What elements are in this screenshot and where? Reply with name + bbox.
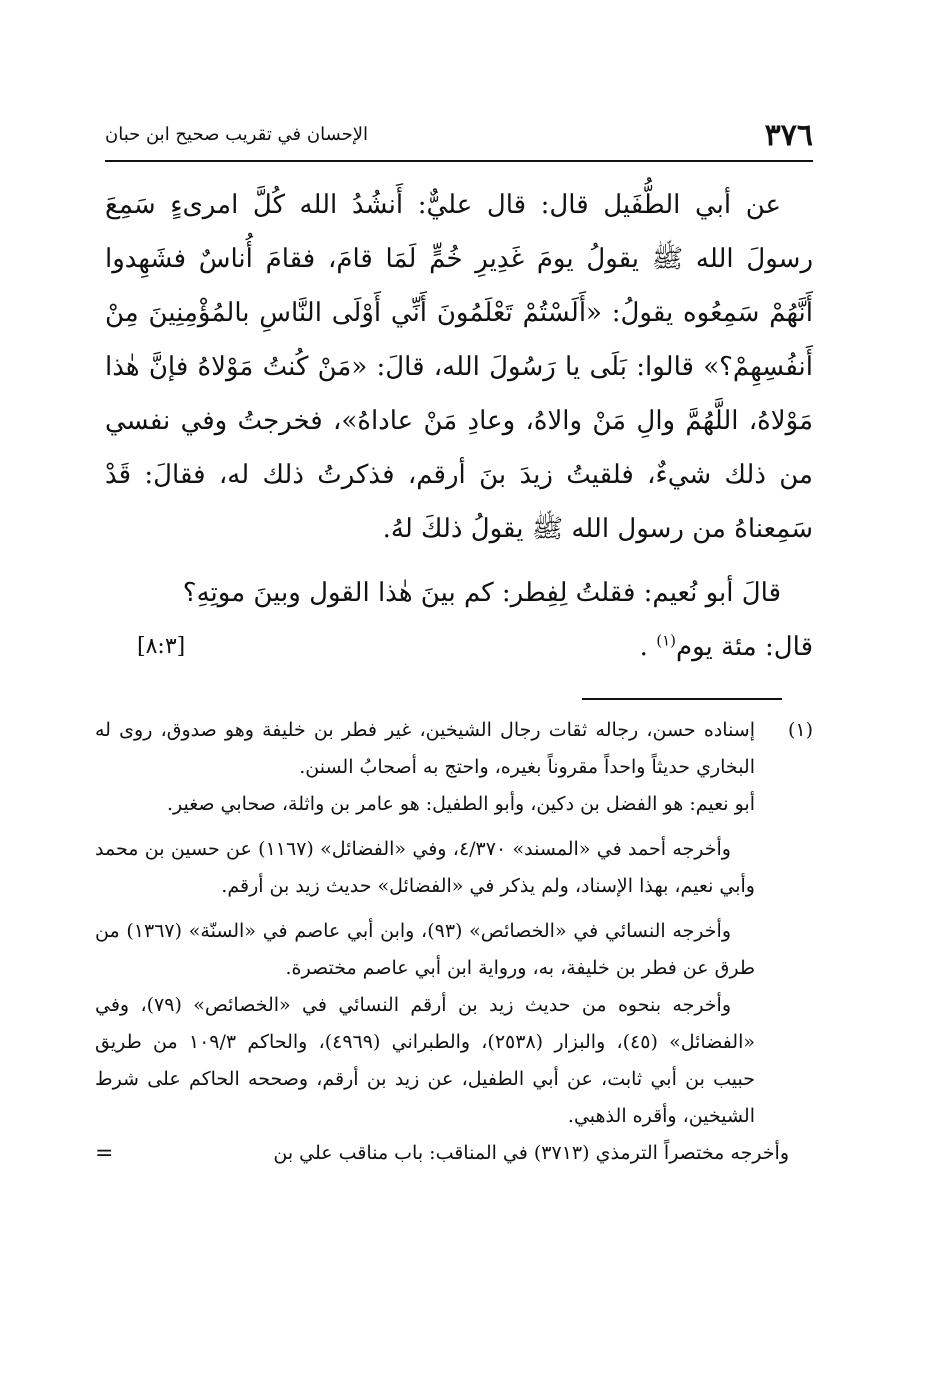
page-header xyxy=(105,112,813,162)
header-divider xyxy=(105,160,813,162)
footnote-body xyxy=(95,712,755,1135)
footnote-divider xyxy=(582,698,782,700)
narrator-question: قالَ أبو نُعيم: فقلتُ لِفِطر: كم بينَ هٰذا القول وبينَ موتِهِ؟ xyxy=(182,578,781,608)
footnote-paragraph: وأخرجه مختصراً الترمذي (٣٧١٣) في المناقب: باب مناقب علي بن xyxy=(273,1142,789,1164)
narrator-answer: قال: مئة يوم xyxy=(675,632,813,662)
footnote-paragraph: إسناده حسن، رجاله ثقات رجال الشيخين، غير فطر بن خليفة وهو صدوق، روى له البخاري حديثاً واحداً مقروناً بغيره، واحتج به أصحابُ السنن. xyxy=(95,719,755,778)
hadith-paragraph: عن أبي الطُّفَيل قال: قال عليٌّ: أَنشُدُ الله كُلَّ امرىءٍ سَمِعَ رسولَ الله ﷺ يقولُ يومَ غَدِيرِ خُمٍّ لَمَا قامَ، فقامَ أُناسٌ فشَهِدوا أَنَّهُمْ سَمِعُوه يقولُ: «أَلَسْتُمْ تَعْلَمُونَ أَنِّي أَوْلَى النَّاسِ بالمُؤْمِنِينَ مِنْ أَنفُسِهِمْ؟» قالوا: بَلَى يا رَسُولَ الله، قالَ: «مَنْ كُنتُ مَوْلاهُ فإنَّ هٰذا مَوْلاهُ، اللَّهُمَّ والِ مَنْ والاهُ، وعادِ مَنْ عاداهُ»، فخرجتُ وفي نفسي من ذلك شيءٌ، فلقيتُ زيدَ بنَ أرقم، فذكرتُ ذلك له، فقالَ: قَدْ سَمِعناهُ من رسول الله ﷺ يقولُ ذلكَ لهُ. xyxy=(105,190,813,544)
narrator-paragraph: قالَ أبو نُعيم: فقلتُ لِفِطر: كم بينَ هٰذا القول وبينَ موتِهِ؟ قال: مئة يوم$^{(١)}$ . [٨:٣] xyxy=(105,566,813,674)
footnote-paragraph: وأخرجه النسائي في «الخصائص» (٩٣)، وابن أبي عاصم في «السنّة» (١٣٦٧) من طرق عن فطر بن خليفة، به، ورواية ابن أبي عاصم مختصرة. xyxy=(95,920,755,979)
continuation-mark: = xyxy=(95,1141,114,1166)
footnotes-section xyxy=(95,712,813,1172)
main-text xyxy=(105,178,813,674)
footnote-reference[interactable]: (١) xyxy=(656,631,676,650)
footnote-marker: (١) xyxy=(787,719,813,741)
reference-code: [٨:٣] xyxy=(137,634,186,659)
running-title: الإحسان في تقريب صحيح ابن حبان xyxy=(105,124,369,145)
footnote-paragraph: وأخرجه بنحوه من حديث زيد بن أرقم النسائي في «الخصائص» (٧٩)، وفي «الفضائل» (٤٥)، والبزار (٢٥٣٨)، والطبراني (٤٩٦٩)، والحاكم ١٠٩/٣ من طريق حبيب بن أبي ثابت، عن أبي الطفيل، عن زيد بن أرقم، وصححه الحاكم على شرط الشيخين، وأقره الذهبي. xyxy=(95,994,755,1127)
footnote-last-line xyxy=(95,1135,813,1172)
footnote-paragraph: أبو نعيم: هو الفضل بن دكين، وأبو الطفيل: هو عامر بن واثلة، صحابي صغير. xyxy=(166,793,755,815)
page-number: ٣٧٦ xyxy=(764,118,813,153)
footnote-paragraph: وأخرجه أحمد في «المسند» ٤/٣٧٠، وفي «الفضائل» (١١٦٧) عن حسين بن محمد وأبي نعيم، بهذا الإسناد، ولم يذكر في «الفضائل» حديث زيد بن أرقم. xyxy=(95,838,755,897)
